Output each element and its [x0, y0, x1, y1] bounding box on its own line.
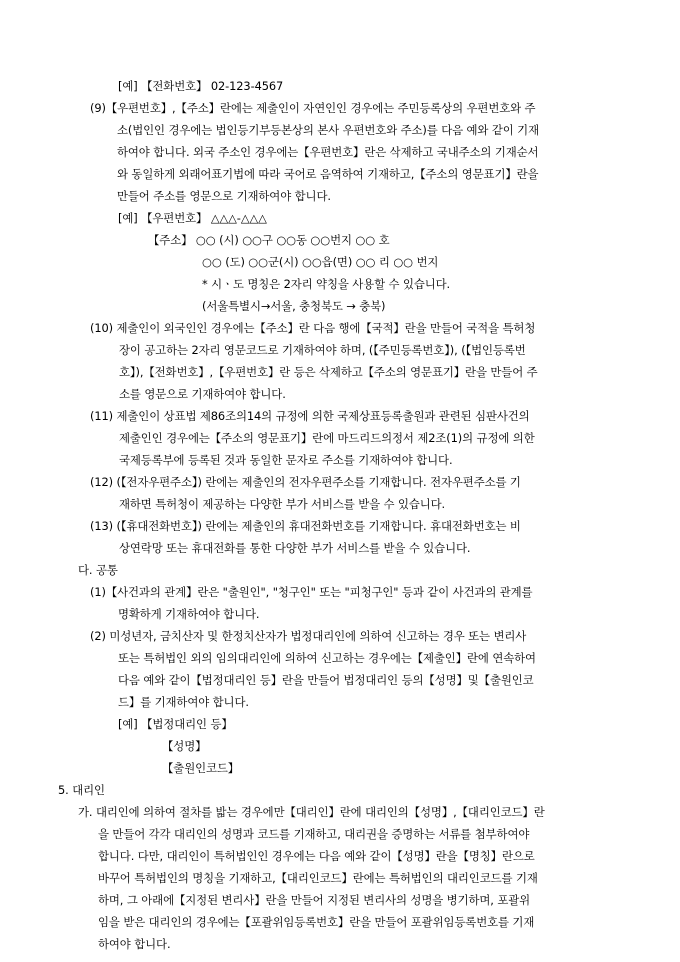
- example-postal-line: [예] 【우편번호】 △△△-△△△: [118, 211, 267, 225]
- item-9-line-5: 만들어 주소를 영문으로 기재하여야 합니다.: [117, 189, 331, 203]
- common-item-2-line-4: 드】를 기재하여야 합니다.: [118, 695, 249, 709]
- example-name-field: 【성명】: [162, 739, 207, 753]
- common-item-1-line-2: 명확하게 기재하여야 합니다.: [118, 607, 260, 621]
- item-9-line-1: (9)【우편번호】,【주소】란에는 제출인이 자연인인 경우에는 주민등록상의 우편번호와 주: [90, 101, 536, 115]
- item-11-line-3: 국제등록부에 등록된 것과 동일한 문자로 주소를 기재하여야 합니다.: [119, 453, 453, 467]
- example-address-line-2: ○○ (도) ○○군(시) ○○읍(면) ○○ 리 ○○ 번지: [202, 255, 439, 269]
- item-10-line-2: 장이 공고하는 2자리 영문코드로 기재하여야 하며, (【주민등록번호】), (【법인등록번: [119, 343, 526, 357]
- common-item-1-line-1: (1)【사건과의 관계】란은 "출원인", "청구인" 또는 "피청구인" 등과 같이 사건과의 관계를: [90, 585, 533, 599]
- agent-item-a-line-3: 합니다. 다만, 대리인이 특허법인인 경우에는 다음 예와 같이【성명】란을【명칭】란으로: [98, 849, 535, 863]
- section-5-heading: 5. 대리인: [58, 783, 105, 797]
- item-9-line-2: 소(법인인 경우에는 법인등기부등본상의 본사 우편번호와 주소)를 다음 예와 같이 기재: [117, 123, 539, 137]
- example-phone-line: [예] 【전화번호】 02-123-4567: [118, 79, 284, 93]
- item-13-line-1: (13) (【휴대전화번호】) 란에는 제출인의 휴대전화번호를 기재합니다. 휴대전화번호는 비: [90, 519, 521, 533]
- item-13-line-2: 상연락망 또는 휴대전화를 통한 다양한 부가 서비스를 받을 수 있습니다.: [119, 541, 471, 555]
- example-applicant-code-field: 【출원인코드】: [162, 761, 240, 775]
- example-legal-rep-line: [예] 【법정대리인 등】: [118, 717, 233, 731]
- example-address-note-2: (서울특별시→서울, 충청북도 → 충북): [202, 299, 386, 313]
- common-item-2-line-3: 다음 예와 같이【법정대리인 등】란을 만들어 법정대리인 등의【성명】및【출원인코: [118, 673, 534, 687]
- item-10-line-4: 소를 영문으로 기재하여야 합니다.: [119, 387, 286, 401]
- agent-item-a-line-7: 하여야 합니다.: [98, 937, 171, 951]
- common-item-2-line-2: 또는 특허법인 외의 임의대리인에 의하여 신고하는 경우에는【제출인】란에 연속하여: [118, 651, 536, 665]
- agent-item-a-line-1: 가. 대리인에 의하여 절차를 밟는 경우에만【대리인】란에 대리인의【성명】,【대리인코드】란: [78, 805, 545, 819]
- agent-item-a-line-5: 하며, 그 아래에【지정된 변리사】란을 만들어 지정된 변리사의 성명을 병기하며, 포괄위: [98, 893, 531, 907]
- agent-item-a-line-2: 을 만들어 각각 대리인의 성명과 코드를 기재하고, 대리권을 증명하는 서류를 첨부하여야: [98, 827, 530, 841]
- item-12-line-2: 재하면 특허청이 제공하는 다양한 부가 서비스를 받을 수 있습니다.: [119, 497, 446, 511]
- agent-item-a-line-6: 임을 받은 대리인의 경우에는【포괄위임등록번호】란을 만들어 포괄위임등록번호를 기재: [98, 915, 535, 929]
- example-address-line-1: 【주소】 ○○ (시) ○○구 ○○동 ○○번지 ○○ 호: [148, 233, 390, 247]
- item-10-line-3: 호】),【전화번호】,【우편번호】란 등은 삭제하고【주소의 영문표기】란을 만들어 주: [119, 365, 538, 379]
- agent-item-a-line-4: 바꾸어 특허법인의 명칭을 기재하고,【대리인코드】란에는 특허법인의 대리인코드를 기재: [98, 871, 538, 885]
- item-9-line-3: 하여야 합니다. 외국 주소인 경우에는【우편번호】란은 삭제하고 국내주소의 기재순서: [117, 145, 539, 159]
- item-11-line-2: 제출인인 경우에는【주소의 영문표기】란에 마드리드의정서 제2조(1)의 규정에 의한: [119, 431, 535, 445]
- item-9-line-4: 와 동일하게 외래어표기법에 따라 국어로 음역하여 기재하고,【주소의 영문표기】란을: [117, 167, 539, 181]
- item-10-line-1: (10) 제출인이 외국인인 경우에는【주소】란 다음 행에【국적】란을 만들어 국적을 특허청: [90, 321, 536, 335]
- section-common-heading: 다. 공통: [78, 563, 118, 577]
- item-12-line-1: (12) (【전자우편주소】) 란에는 제출인의 전자우편주소를 기재합니다. 전자우편주소를 기: [90, 475, 521, 489]
- common-item-2-line-1: (2) 미성년자, 금치산자 및 한정치산자가 법정대리인에 의하여 신고하는 경우 또는 변리사: [90, 629, 527, 643]
- example-address-note: * 시ㆍ도 명칭은 2자리 약칭을 사용할 수 있습니다.: [202, 277, 451, 291]
- item-11-line-1: (11) 제출인이 상표법 제86조의14의 규정에 의한 국제상표등록출원과 관련된 심판사건의: [90, 409, 530, 423]
